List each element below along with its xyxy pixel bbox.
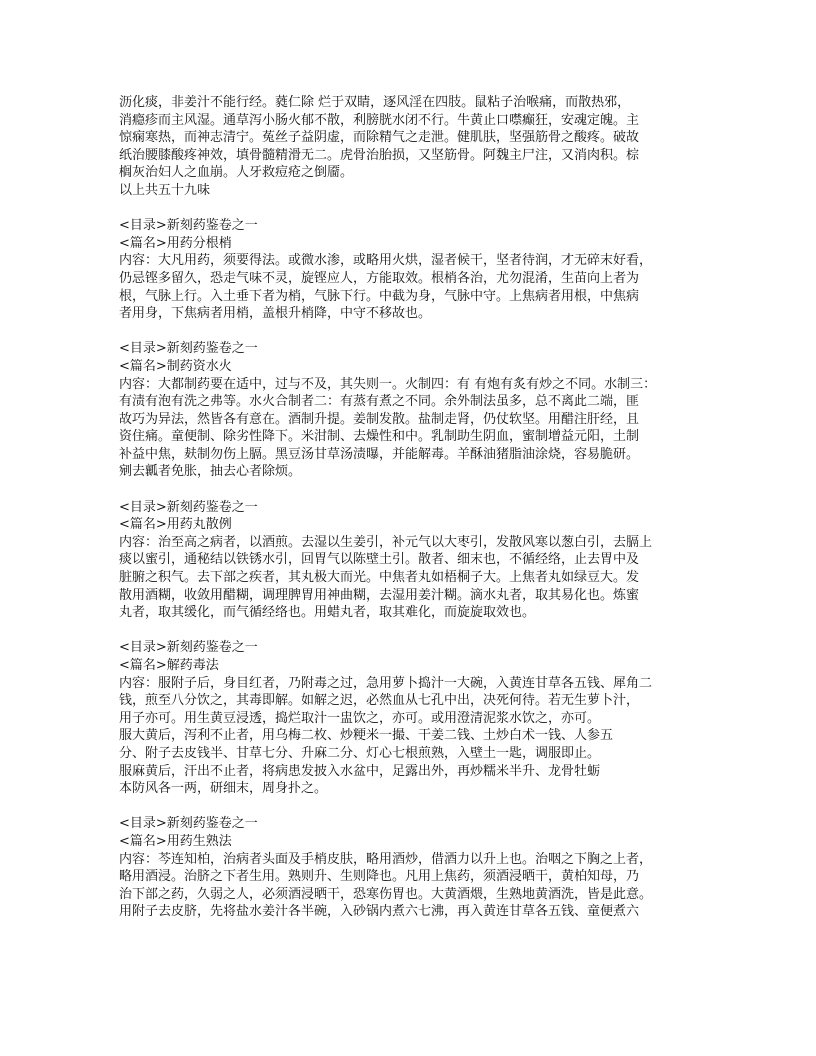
text-line: 略用酒浸。治脐之下者生用。熟则升、生则降也。凡用上焦药，须酒浸晒干，黄柏知母，乃 <box>119 869 640 885</box>
text-line: 以上共五十九味 <box>119 182 211 198</box>
document-page <box>119 94 709 921</box>
blank-line <box>119 798 709 816</box>
text-line: 纸治腰膝酸疼神效，填骨髓精滑无二。虎骨治胎损，又坚筋骨。阿魏主尸注，又消肉积。棕 <box>119 147 640 163</box>
text-line: 内容：芩连知柏，治病者头面及手梢皮肤，略用酒炒，借酒力以升上也。治咽之下胸之上者， <box>119 851 653 867</box>
text-line: <目录>新刻药鉴卷之一 <box>119 816 258 832</box>
blank-line <box>119 323 709 341</box>
text-line: 治下部之药，久弱之人，必须酒浸晒干，恐寒伤胃也。大黄酒煨，生熟地黄酒洗，皆是此意。 <box>119 886 653 902</box>
text-line: 仍忌铿多留久，恐走气味不灵，旋铿应人，方能取效。根梢各治，尤勿混淆，生苗向上者为 <box>119 270 640 286</box>
text-line: 者用身，下焦病者用梢，盖根升梢降，中守不移故也。 <box>119 306 432 322</box>
text-line: <篇名>用药丸散例 <box>119 517 232 533</box>
text-line: <篇名>制药资水火 <box>119 358 232 374</box>
text-line: 服大黄后，泻利不止者，用乌梅二枚、炒粳米一撮、干姜二钱、土炒白术一钱、人参五 <box>119 728 614 744</box>
text-line: 内容：大都制药要在适中，过与不及，其失则一。火制四：有 有炮有炙有炒之不同。水制三： <box>119 376 657 392</box>
text-line: 本防风各一两，研细末，周身扑之。 <box>119 781 328 797</box>
text-line: <目录>新刻药鉴卷之一 <box>119 218 258 234</box>
text-line: 用子亦可。用生黄豆浸透，捣烂取汁一盅饮之，亦可。或用澄清泥浆水饮之，亦可。 <box>119 710 601 726</box>
text-line: 剜去瓤者免胀，抽去心者除烦。 <box>119 464 302 480</box>
text-line: 沥化痰，非姜汁不能行经。蕤仁除 烂于双睛，逐风淫在四肢。鼠粘子治喉痛，而散热邪， <box>119 95 631 110</box>
blank-line <box>119 622 709 640</box>
text-line: 根，气脉上行。入土垂下者为梢，气脉下行。中截为身，气脉中守。上焦病者用根，中焦病 <box>119 288 640 304</box>
text-line: <篇名>解药毒法 <box>119 658 219 673</box>
text-line: 补益中焦，麸制勿伤上膈。黑豆汤甘草汤渍曝，并能解毒。羊酥油猪脂油涂烧，容易脆研。 <box>119 446 640 462</box>
text-line: <目录>新刻药鉴卷之一 <box>119 341 258 357</box>
text-line: 用附子去皮脐，先将盐水姜汁各半碗，入砂锅内煮六七沸，再入黄连甘草各五钱、童便煮六 <box>119 904 640 920</box>
text-line: 内容：大凡用药，须要得法。或微水渗，或略用火烘，湿者候干，坚者待润，才无碎末好看， <box>119 253 653 269</box>
blank-line <box>119 200 709 218</box>
text-line: <目录>新刻药鉴卷之一 <box>119 499 258 515</box>
text-line: 丸者，取其缓化，而气循经络也。用蜡丸者，取其难化，而旋旋取效也。 <box>119 605 536 621</box>
text-line: 钱，煎至八分饮之，其毒即解。如解之迟，必然血从七孔中出，决死何待。若无生萝卜汁， <box>119 693 640 709</box>
text-line: 故巧为异法，然皆各有意在。酒制升提。姜制发散。盐制走肾，仍仗软坚。用醋注肝经，且 <box>119 411 640 427</box>
text-line: 内容：服附子后，身目红者，乃附毒之过，急用萝卜捣汁一大碗，入黄连甘草各五钱、犀角二 <box>119 675 653 691</box>
text-line: 内容：治至高之病者，以酒煎。去湿以生姜引，补元气以大枣引，发散风寒以葱白引，去膈上 <box>119 534 653 550</box>
text-line: 惊痫寒热，而神志清宁。菟丝子益阴虚，而除精气之走泄。健肌肤，坚强筋骨之酸疼。破故 <box>119 130 640 146</box>
text-line: 散用酒糊，收敛用醋糊，调理脾胃用神曲糊，去湿用姜汁糊。滴水丸者，取其易化也。炼蜜 <box>119 587 640 603</box>
text-line: 有渍有泡有洗之弗等。水火合制者二：有蒸有煮之不同。余外制法虽多，总不离此二端，匪 <box>119 394 640 410</box>
text-line: 榈灰治妇人之血崩。人牙救痘疮之倒靥。 <box>119 165 354 181</box>
blank-line <box>119 481 709 499</box>
text-line: 分、附子去皮钱半、甘草七分、升麻二分、灯心七根煎熟，入壁土一匙，调服即止。 <box>119 745 601 761</box>
text-line: <篇名>用药分根梢 <box>119 235 232 251</box>
text-line: <目录>新刻药鉴卷之一 <box>119 640 258 656</box>
text-line: 消瘾疹而主风湿。通草泻小肠火郁不散，利膀胱水闭不行。牛黄止口噤癫狂，安魂定魄。主 <box>119 112 640 128</box>
text-line: 资住痛。童便制、除劣性降下。米泔制、去燥性和中。乳制助生阴血，蜜制增益元阳，土制 <box>119 429 640 445</box>
text-line: 服麻黄后，汗出不止者，将病患发披入水盆中，足露出外，再炒糯米半升、龙骨牡蛎 <box>119 763 601 779</box>
text-line: 痰以蜜引，通秘结以铁锈水引，回胃气以陈壁土引。散者、细末也，不循经络，止去胃中及 <box>119 552 640 568</box>
text-line: <篇名>用药生熟法 <box>119 833 232 849</box>
text-line: 脏腑之积气。去下部之疾者，其丸极大而光。中焦者丸如梧桐子大。上焦者丸如绿豆大。发 <box>119 570 640 586</box>
